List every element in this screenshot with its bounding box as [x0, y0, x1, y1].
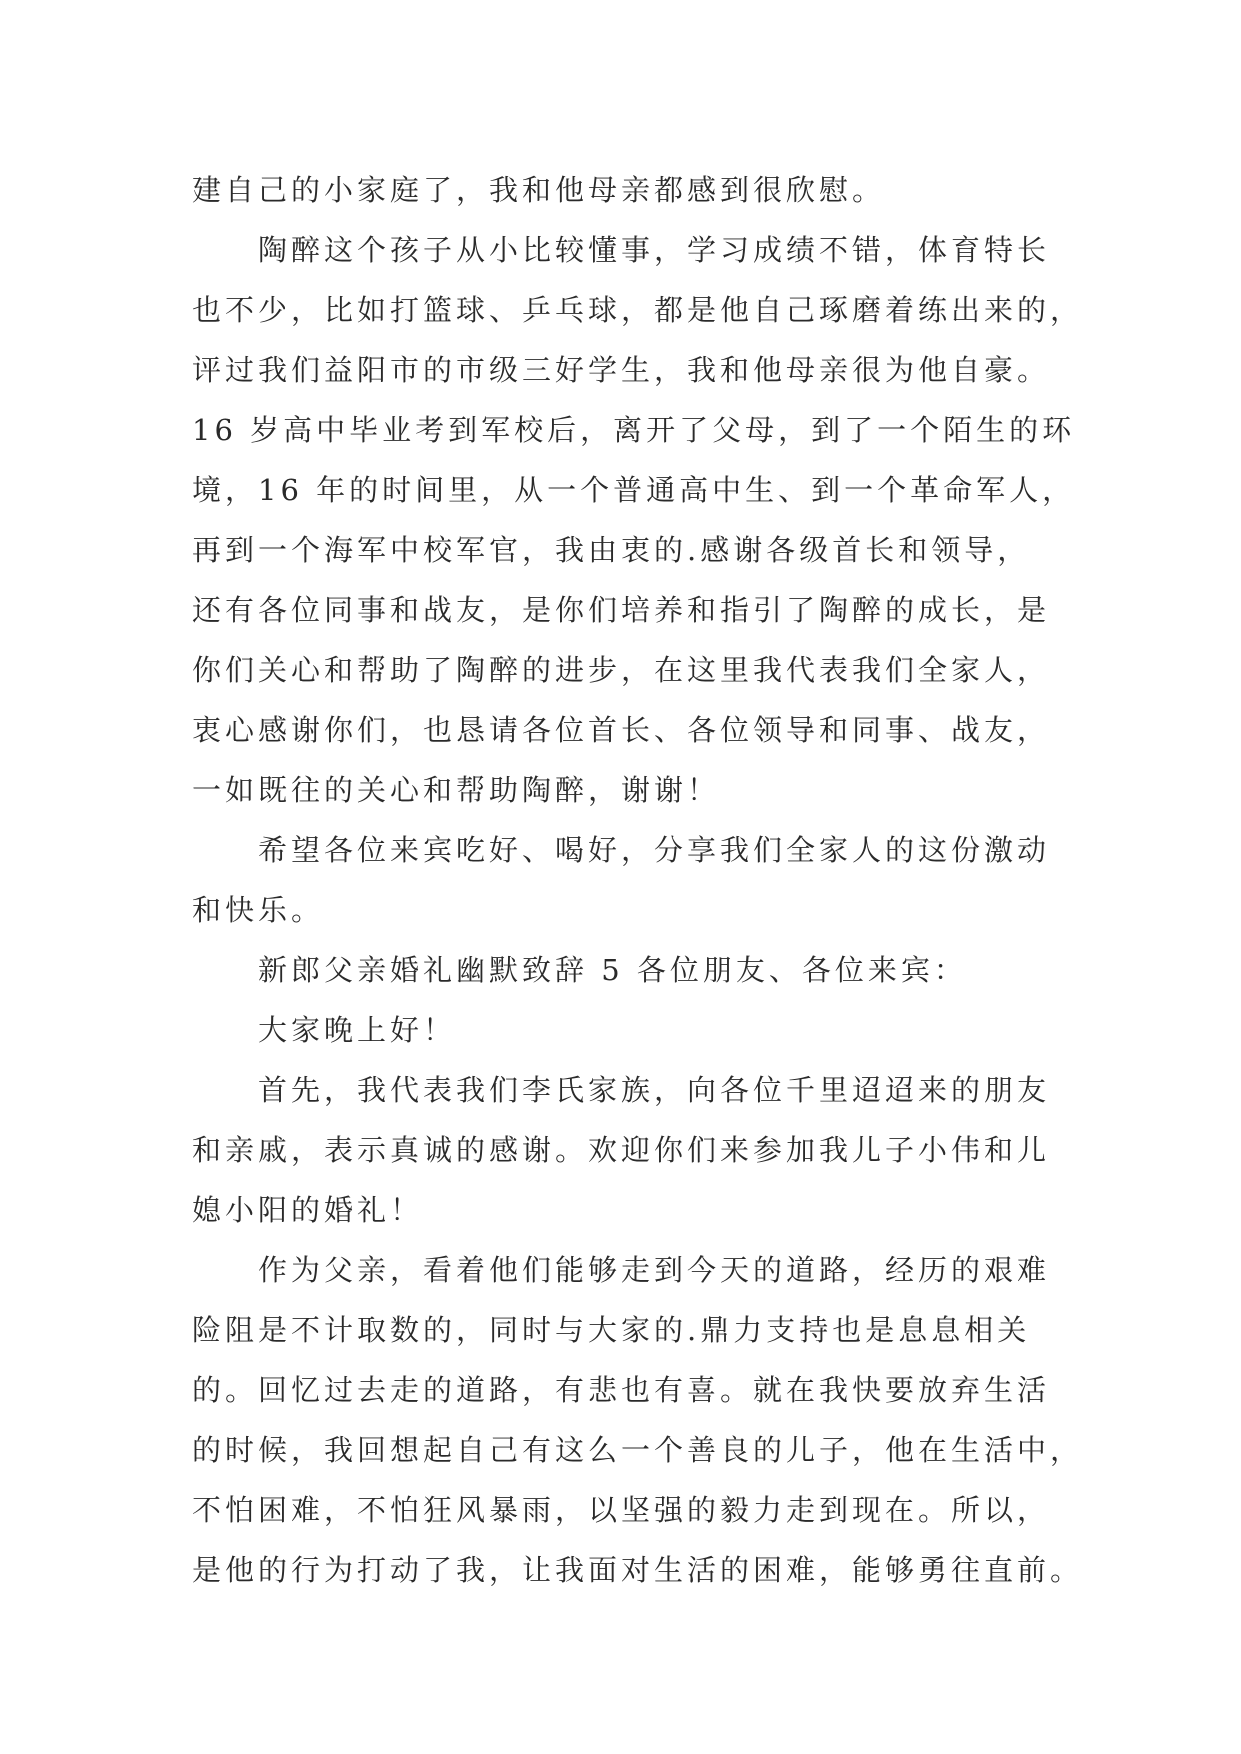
text-line: 还有各位同事和战友，是你们培养和指引了陶醉的成长，是 [192, 593, 1051, 627]
document-body [192, 160, 1084, 1600]
paragraph-first-line: 作为父亲，看着他们能够走到今天的道路，经历的艰难 [258, 1253, 1051, 1287]
text-line: 和快乐。 [192, 893, 325, 927]
text-line: 衷心感谢你们，也恳请各位首长、各位领导和同事、战友， [192, 713, 1051, 747]
text-line: 建自己的小家庭了，我和他母亲都感到很欣慰。 [192, 173, 886, 207]
text-line: 媳小阳的婚礼！ [192, 1193, 424, 1227]
greeting-line: 大家晚上好！ [258, 1013, 457, 1047]
text-line: 你们关心和帮助了陶醉的进步，在这里我代表我们全家人， [192, 653, 1051, 687]
paragraph-first-line: 陶醉这个孩子从小比较懂事，学习成绩不错，体育特长 [258, 233, 1051, 267]
text-line: 险阻是不计取数的，同时与大家的.鼎力支持也是息息相关 [192, 1313, 1031, 1347]
text-line: 也不少，比如打篮球、乒乓球，都是他自己琢磨着练出来的， [192, 293, 1084, 327]
text-line: 再到一个海军中校军官，我由衷的.感谢各级首长和领导， [192, 533, 1031, 567]
text-line: 评过我们益阳市的市级三好学生，我和他母亲很为他自豪。 [192, 353, 1051, 387]
text-line: 一如既往的关心和帮助陶醉，谢谢！ [192, 773, 721, 807]
text-line: 是他的行为打动了我，让我面对生活的困难，能够勇往直前。 [192, 1553, 1084, 1587]
text-line: 16 岁高中毕业考到军校后，离开了父母，到了一个陌生的环 [192, 413, 1076, 447]
text-line: 和亲戚，表示真诚的感谢。欢迎你们来参加我儿子小伟和儿 [192, 1133, 1051, 1167]
section-heading-line: 新郎父亲婚礼幽默致辞 5 各位朋友、各位来宾： [258, 953, 967, 987]
text-line: 境，16 年的时间里，从一个普通高中生、到一个革命军人， [192, 473, 1076, 507]
text-line: 的时候，我回想起自己有这么一个善良的儿子，他在生活中， [192, 1433, 1084, 1467]
paragraph-first-line: 首先，我代表我们李氏家族，向各位千里迢迢来的朋友 [258, 1073, 1051, 1107]
paragraph-first-line: 希望各位来宾吃好、喝好，分享我们全家人的这份激动 [258, 833, 1051, 867]
text-line: 的。回忆过去走的道路，有悲也有喜。就在我快要放弃生活 [192, 1373, 1051, 1407]
text-line: 不怕困难，不怕狂风暴雨，以坚强的毅力走到现在。所以， [192, 1493, 1051, 1527]
